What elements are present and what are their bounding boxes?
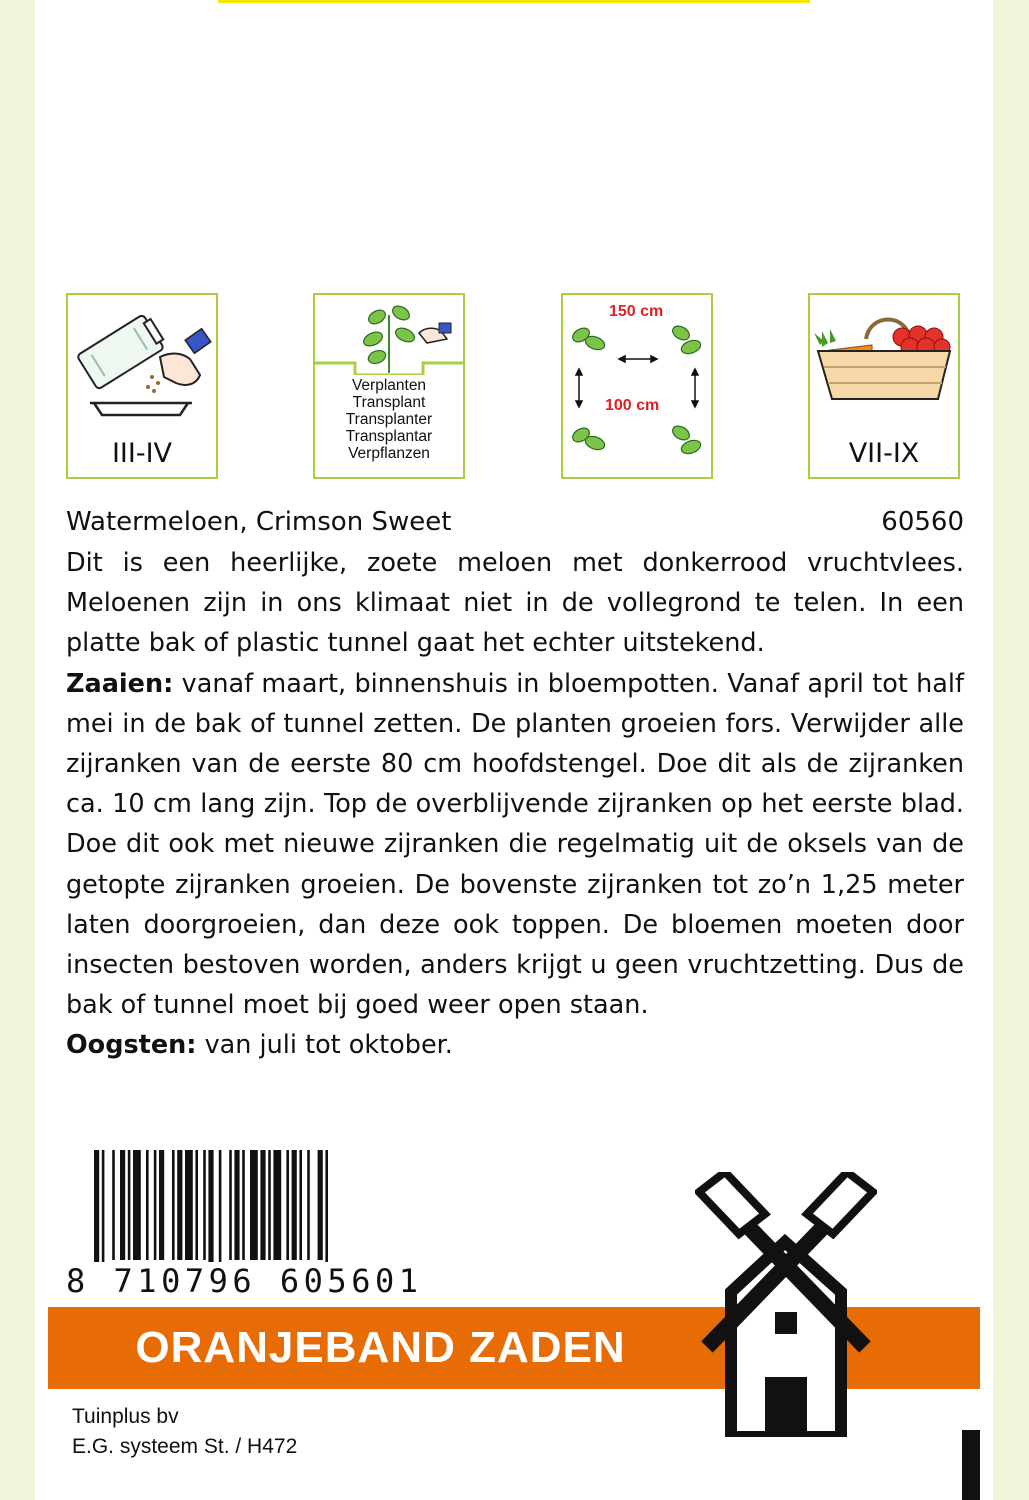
transplant-label-de: Verpflanzen bbox=[348, 445, 430, 462]
harvest-paragraph bbox=[66, 1025, 964, 1065]
windmill-logo bbox=[695, 1172, 877, 1437]
barcode-bar bbox=[120, 1150, 125, 1260]
barcode-bar bbox=[185, 1150, 193, 1260]
barcode-bar bbox=[128, 1150, 131, 1260]
sowing-illustration bbox=[68, 295, 216, 435]
harvest-label: Oogsten: bbox=[66, 1030, 197, 1061]
barcode-bar bbox=[229, 1150, 232, 1260]
intro-paragraph: Dit is een heerlijke, zoete meloen met donkerrood vruchtvlees. Meloenen zijn in ons klimaat niet in de vollegrond te telen. In een platte bak of plastic tunnel gaat het echter uitstekend. bbox=[66, 548, 964, 659]
harvest-period: VII-IX bbox=[848, 438, 920, 469]
barcode-bar bbox=[133, 1150, 141, 1260]
barcode-bar bbox=[286, 1150, 289, 1260]
barcode-bar bbox=[268, 1150, 271, 1260]
brand-name: ORANJEBAND ZADEN bbox=[135, 1323, 626, 1372]
edge-mark bbox=[962, 1430, 980, 1500]
barcode-bar bbox=[273, 1150, 281, 1260]
barcode-bar bbox=[307, 1150, 310, 1260]
company-name: Tuinplus bv bbox=[72, 1405, 179, 1428]
transplant-label-fr: Transplanter bbox=[345, 411, 433, 428]
product-header bbox=[66, 507, 964, 543]
barcode-bar bbox=[177, 1150, 182, 1260]
transplant-labels bbox=[315, 377, 463, 462]
barcode-number: 8 710796 605601 bbox=[66, 1262, 423, 1300]
harvest-text: van juli tot oktober. bbox=[196, 1030, 453, 1061]
barcode-bar bbox=[318, 1150, 323, 1260]
spacing-illustration bbox=[563, 295, 711, 477]
barcode-bar bbox=[195, 1150, 198, 1260]
transplant-label-en: Transplant bbox=[352, 394, 426, 411]
transplant-label-nl: Verplanten bbox=[351, 377, 427, 394]
barcode-bar bbox=[172, 1150, 175, 1260]
spacing-icon bbox=[561, 293, 713, 479]
spacing-top: 150 cm bbox=[609, 303, 664, 320]
sowing-period: III-IV bbox=[111, 438, 173, 469]
barcode-bar bbox=[242, 1150, 245, 1260]
top-color-strip bbox=[218, 0, 810, 3]
barcode-bar bbox=[234, 1150, 239, 1260]
sowing-icon bbox=[66, 293, 218, 479]
transplant-illustration bbox=[315, 295, 463, 375]
sowing-text: vanaf maart, binnenshuis in bloempotten. Vanaf april tot half mei in de bak of tunnel zetten. De planten groeien fors. Verwijder alle zijranken van de eerste 80 cm hoofdstengel. Doe dit als de zijranken ca. 10 cm lang zijn. Top de overblijvende zijranken op het eerste blad. Doe dit ook met nieuwe zijranken die regelmatig uit de oksels van de getopte zijranken groeien. De bovenste zijranken tot zo’n 1,25 meter laten doorgroeien, dan deze ook toppen. De bloemen moeten door insecten bestoven worden, anders krijgt u geen vruchtzetting. Dus de bak of tunnel moet bij goed weer open staan. bbox=[66, 668, 964, 1021]
barcode-bar bbox=[154, 1150, 157, 1260]
barcode-bar bbox=[292, 1150, 297, 1260]
barcode-bar bbox=[203, 1150, 206, 1260]
harvest-basket-icon bbox=[808, 293, 960, 479]
barcode-bar bbox=[112, 1150, 115, 1260]
barcode-bar bbox=[159, 1150, 164, 1260]
barcode-bar bbox=[146, 1150, 149, 1260]
barcode-bar bbox=[299, 1150, 302, 1260]
transplant-label-es: Transplantar bbox=[345, 428, 433, 445]
transplant-icon bbox=[313, 293, 465, 479]
harvest-illustration bbox=[810, 295, 958, 405]
sowing-label: Zaaien: bbox=[66, 668, 174, 699]
product-code: 60560 bbox=[881, 507, 964, 537]
product-name: Watermeloen, Crimson Sweet bbox=[66, 507, 452, 537]
growing-instructions bbox=[66, 543, 964, 1066]
spacing-bottom: 100 cm bbox=[605, 397, 660, 414]
sowing-paragraph bbox=[66, 664, 964, 1026]
barcode-bar bbox=[250, 1150, 258, 1260]
barcode-bar bbox=[260, 1150, 265, 1260]
quality-standard: E.G. systeem St. / H472 bbox=[72, 1435, 298, 1458]
